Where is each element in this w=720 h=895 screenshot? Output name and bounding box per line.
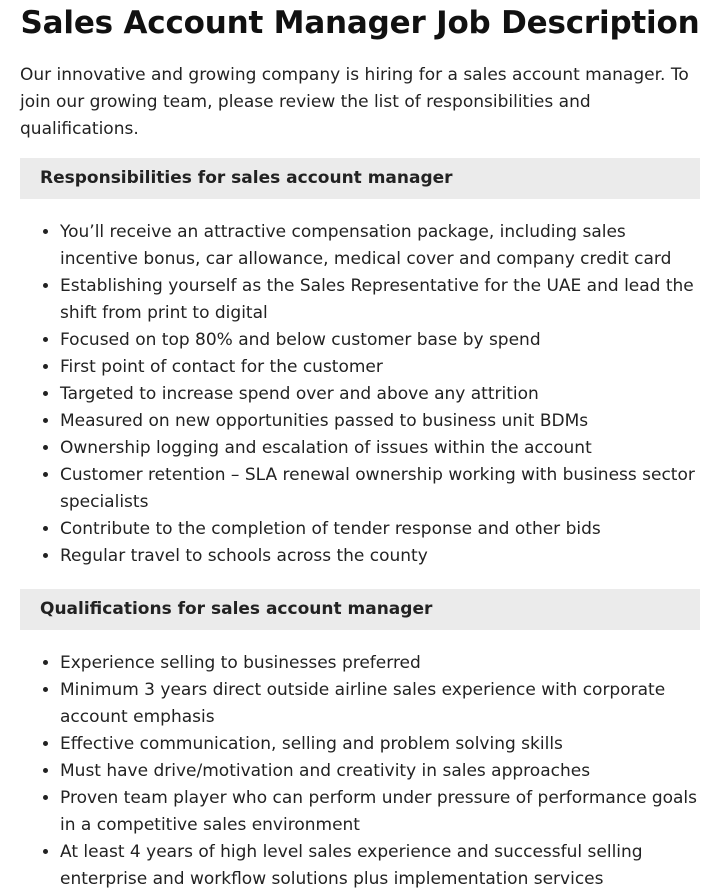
list-item: • At least 4 years of high level sales experience and successful selling enterprise and workflow solutions plus implementation services	[60, 839, 700, 893]
list-item: • Contribute to the completion of tender response and other bids	[60, 516, 700, 543]
list-item: • Regular travel to schools across the county	[60, 543, 700, 570]
page-title: Sales Account Manager Job Description	[20, 5, 700, 41]
qualifications-list	[20, 650, 700, 893]
list-item: • Minimum 3 years direct outside airline sales experience with corporate account emphasis	[60, 677, 700, 731]
list-item: • Targeted to increase spend over and above any attrition	[60, 381, 700, 408]
list-item: • Measured on new opportunities passed to business unit BDMs	[60, 408, 700, 435]
list-item: • First point of contact for the customer	[60, 354, 700, 381]
responsibilities-heading: Responsibilities for sales account manager	[20, 158, 700, 199]
list-item: • You’ll receive an attractive compensation package, including sales incentive bonus, car allowance, medical cover and company credit card	[60, 219, 700, 273]
intro-paragraph: Our innovative and growing company is hiring for a sales account manager. To join our growing team, please review the list of responsibilities and qualifications.	[20, 65, 689, 139]
responsibilities-list	[20, 219, 700, 570]
list-item: • Experience selling to businesses preferred	[60, 650, 700, 677]
list-item: • Effective communication, selling and problem solving skills	[60, 731, 700, 758]
list-item: • Focused on top 80% and below customer base by spend	[60, 327, 700, 354]
list-item: • Customer retention – SLA renewal ownership working with business sector specialists	[60, 462, 700, 516]
list-item: • Ownership logging and escalation of issues within the account	[60, 435, 700, 462]
qualifications-heading: Qualifications for sales account manager	[20, 589, 700, 630]
list-item: • Must have drive/motivation and creativity in sales approaches	[60, 758, 700, 785]
list-item: • Establishing yourself as the Sales Representative for the UAE and lead the shift from print to digital	[60, 273, 700, 327]
list-item: • Proven team player who can perform under pressure of performance goals in a competitive sales environment	[60, 785, 700, 839]
